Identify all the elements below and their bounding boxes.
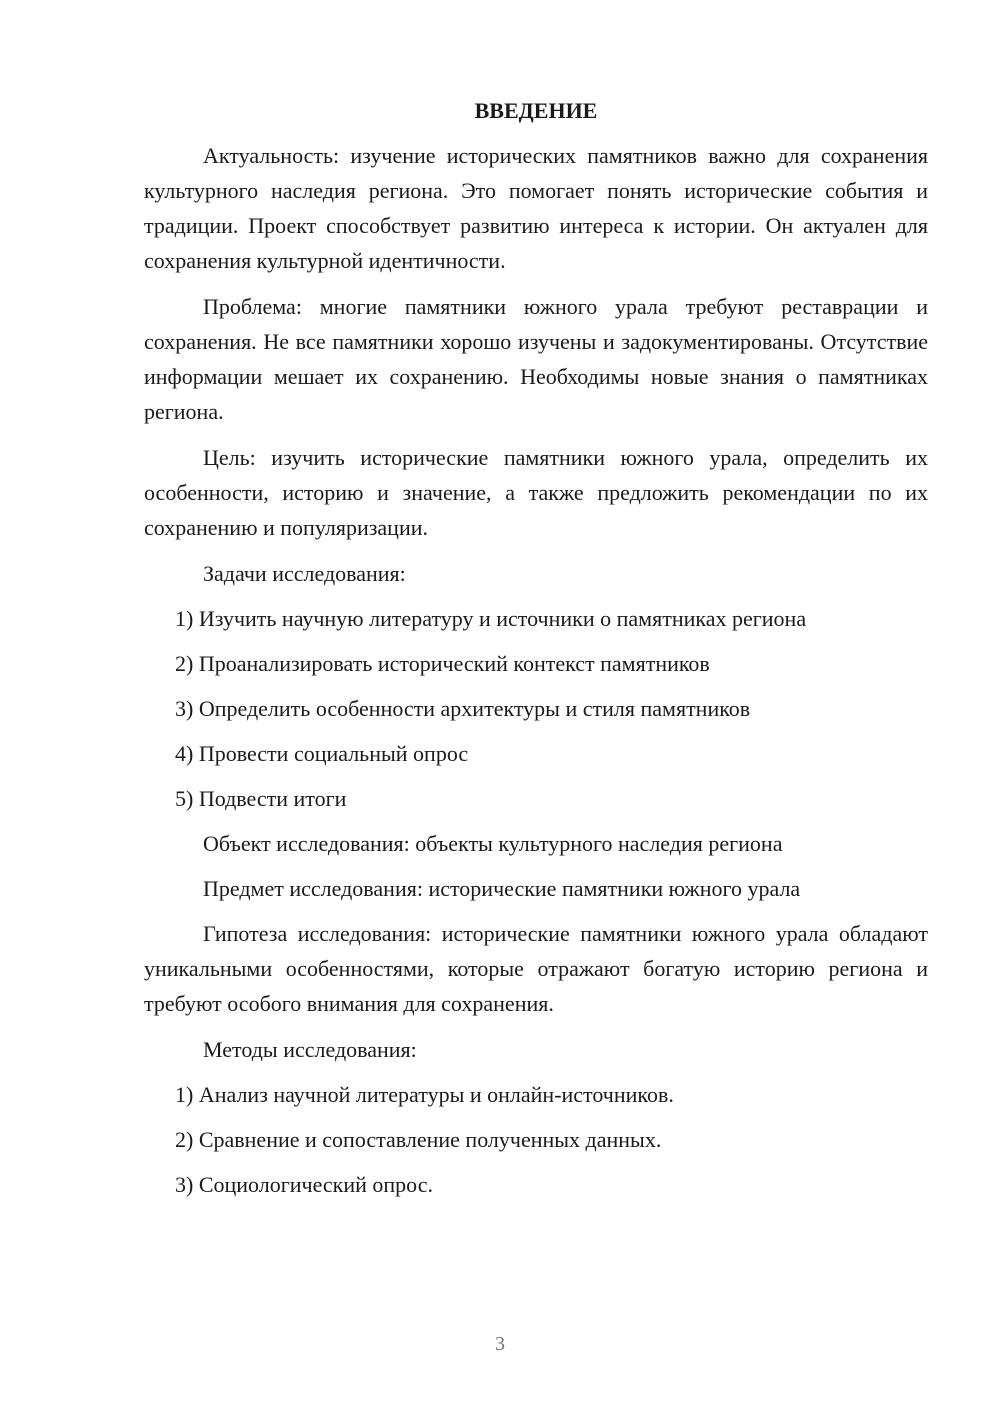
tasks-heading: Задачи исследования:	[203, 561, 406, 586]
task-item: 1) Изучить научную литературу и источники о памятниках региона	[175, 606, 807, 631]
document-page	[144, 95, 928, 1212]
task-item: 4) Провести социальный опрос	[175, 741, 469, 766]
method-item: 3) Социологический опрос.	[175, 1172, 433, 1197]
method-item: 2) Сравнение и сопоставление полученных данных.	[175, 1127, 662, 1152]
task-item: 3) Определить особенности архитектуры и стиля памятников	[175, 696, 751, 721]
section-title: ВВЕДЕНИЕ	[474, 98, 598, 123]
goal-paragraph: Цель: изучить исторические памятники южного урала, определить их особенности, историю и значение, а также предложить рекомендации по их сохранению и популяризации.	[144, 445, 928, 540]
task-item: 5) Подвести итоги	[175, 786, 347, 811]
page-number: 3	[495, 1333, 505, 1355]
hypothesis-paragraph: Гипотеза исследования: исторические памятники южного урала обладают уникальными особенностями, которые отражают богатую историю региона и требуют особого внимания для сохранения.	[144, 921, 928, 1016]
methods-list	[144, 1077, 928, 1202]
relevance-paragraph: Актуальность: изучение исторических памятников важно для сохранения культурного наследия региона. Это помогает понять исторические события и традиции. Проект способствует развитию интереса к истории. Он актуален для сохранения культурной идентичности.	[144, 143, 928, 273]
methods-heading: Методы исследования:	[203, 1037, 417, 1062]
problem-paragraph: Проблема: многие памятники южного урала требуют реставрации и сохранения. Не все памятники хорошо изучены и задокументированы. Отсутствие информации мешает их сохранению. Необходимы новые знания о памятниках региона.	[144, 294, 928, 424]
tasks-list	[144, 601, 928, 816]
task-item: 2) Проанализировать исторический контекст памятников	[175, 651, 710, 676]
method-item: 1) Анализ научной литературы и онлайн-источников.	[175, 1082, 674, 1107]
object-line: Объект исследования: объекты культурного наследия региона	[203, 831, 783, 856]
subject-line: Предмет исследования: исторические памятники южного урала	[203, 876, 801, 901]
